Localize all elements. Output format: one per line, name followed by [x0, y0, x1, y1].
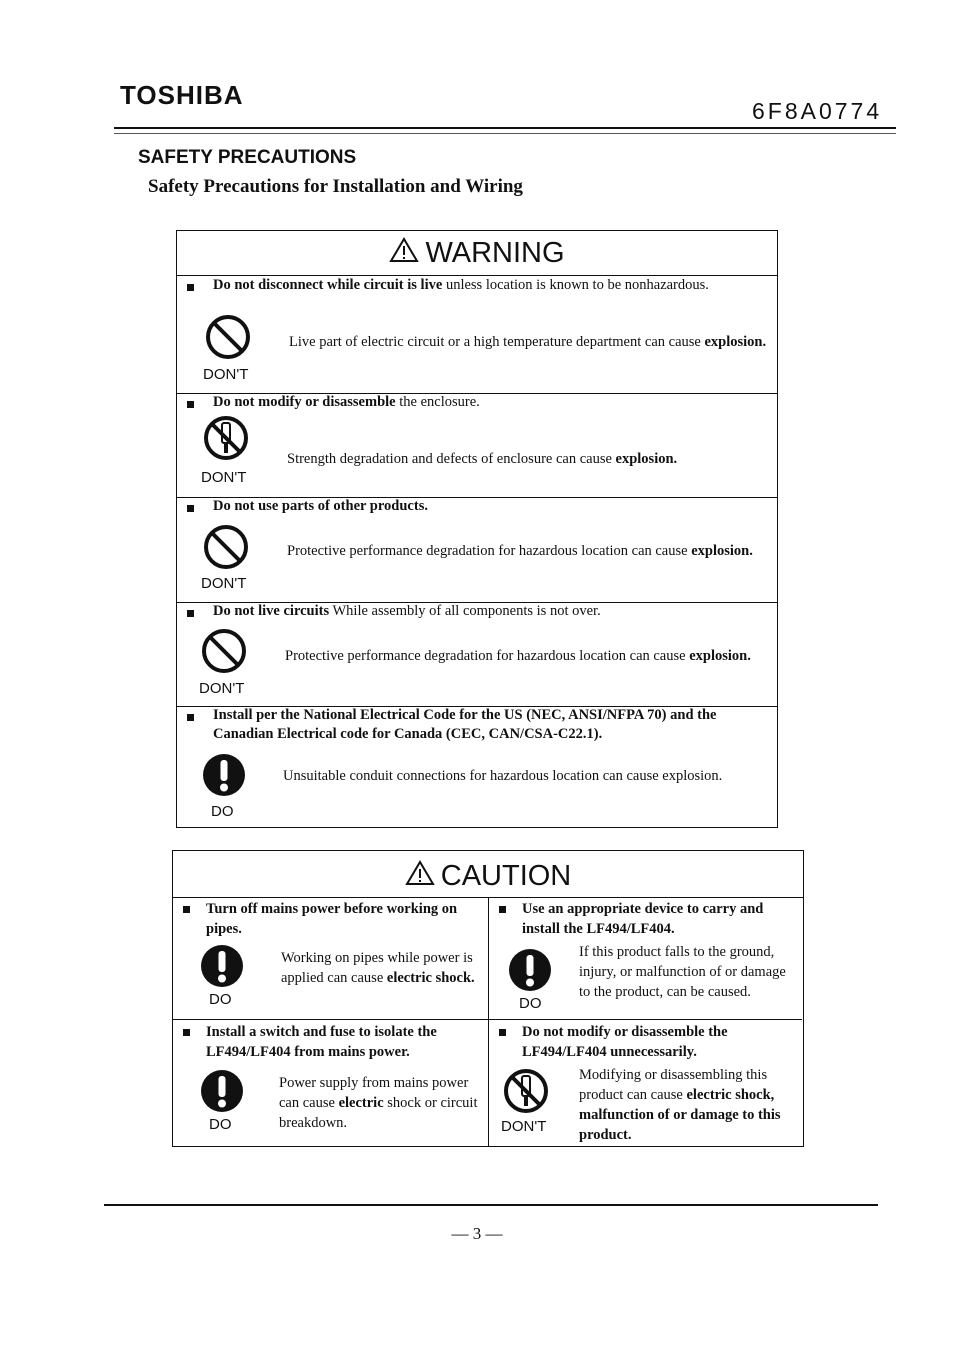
bullet: [499, 906, 506, 913]
warning-item: [177, 602, 777, 707]
do-label: DO: [209, 1116, 232, 1133]
footer-rule: [104, 1204, 878, 1206]
bullet: [187, 714, 194, 721]
warning-item-desc: Protective performance degradation for hazardous location can cause explosion.: [285, 648, 751, 664]
warning-item-title: Install per the National Electrical Code for the US (NEC, ANSI/NFPA 70) and the Canadian Electrical code for Canada (CEC, CAN/CSA-C22.1).: [213, 707, 717, 742]
caution-box: [172, 850, 804, 1147]
dont-label: DON'T: [203, 366, 249, 383]
warning-item-desc: Live part of electric circuit or a high temperature department can cause explosion.: [289, 334, 767, 350]
header-rule-thin: [114, 133, 896, 134]
warning-item-desc: Strength degradation and defects of enclosure can cause explosion.: [287, 451, 678, 467]
caution-item-title: Use an appropriate device to carry and install the LF494/LF404.: [522, 901, 764, 937]
brand-logo-text: TOSHIBA: [120, 80, 244, 110]
caution-item-title: Do not modify or disassemble the LF494/LF404 unnecessarily.: [522, 1024, 728, 1060]
caution-heading: CAUTION: [440, 860, 572, 892]
caution-item-desc: Working on pipes while power is applied can cause electric shock.: [281, 950, 475, 986]
dont-label: DON'T: [201, 575, 247, 592]
bullet: [499, 1029, 506, 1036]
warning-item-title: Do not live circuits While assembly of all components is not over.: [213, 603, 601, 619]
prohibition-icon: [203, 524, 249, 575]
do-label: DO: [209, 991, 232, 1008]
warning-item: [177, 497, 777, 603]
prohibition-icon: [205, 314, 251, 365]
warning-item: [177, 706, 777, 827]
no-disassembly-icon: [203, 415, 249, 466]
bullet: [183, 906, 190, 913]
do-label: DO: [211, 803, 234, 820]
bullet: [187, 610, 194, 617]
caution-item-desc: Power supply from mains power can cause electric shock or circuit breakdown.: [279, 1075, 478, 1131]
dont-label: DON'T: [501, 1118, 547, 1135]
caution-item-title: Turn off mains power before working on pipes.: [206, 901, 458, 937]
warning-item-title: Do not modify or disassemble the enclosure.: [213, 394, 480, 410]
warning-item: [177, 393, 777, 498]
subtitle: Safety Precautions for Installation and Wiring: [148, 176, 523, 197]
warning-item-title: Do not use parts of other products.: [213, 498, 428, 514]
page-number: — 3 —: [451, 1224, 503, 1243]
caution-grid: [173, 897, 803, 1146]
bullet: [187, 505, 194, 512]
do-label: DO: [519, 995, 542, 1012]
caution-item: [489, 897, 802, 1020]
caution-item: [489, 1020, 802, 1147]
mandatory-action-icon: [507, 947, 553, 998]
document-number: 6F8A0774: [752, 98, 883, 124]
warning-triangle-icon: [389, 232, 419, 276]
section-title: SAFETY PRECAUTIONS: [138, 147, 357, 168]
caution-item-desc: If this product falls to the ground, injury, or malfunction of or damage to the product, can be caused.: [579, 944, 786, 1000]
dont-label: DON'T: [201, 469, 247, 486]
caution-item: [173, 897, 489, 1020]
no-disassembly-icon: [503, 1068, 549, 1119]
warning-item-title: Do not disconnect while circuit is live unless location is known to be nonhazardous.: [213, 277, 709, 293]
warning-item-desc: Unsuitable conduit connections for hazardous location can cause explosion.: [283, 768, 723, 784]
bullet: [187, 284, 194, 291]
bullet: [183, 1029, 190, 1036]
dont-label: DON'T: [199, 680, 245, 697]
caution-item-title: Install a switch and fuse to isolate the LF494/LF404 from mains power.: [206, 1024, 437, 1060]
mandatory-action-icon: [199, 1068, 245, 1119]
mandatory-action-icon: [199, 943, 245, 994]
header-rule: [114, 127, 896, 129]
caution-item: [173, 1020, 489, 1147]
warning-header: [177, 231, 777, 276]
warning-triangle-icon: [405, 852, 435, 902]
caution-header: [173, 851, 803, 898]
warning-item-desc: Protective performance degradation for hazardous location can cause explosion.: [287, 543, 753, 559]
warning-box: [176, 230, 778, 828]
prohibition-icon: [201, 628, 247, 679]
caution-item-desc: Modifying or disassembling this product can cause electric shock, malfunction of or damage to this product.: [579, 1067, 781, 1143]
warning-item: [177, 276, 777, 394]
mandatory-action-icon: [201, 752, 247, 803]
bullet: [187, 401, 194, 408]
warning-heading: WARNING: [425, 237, 565, 269]
